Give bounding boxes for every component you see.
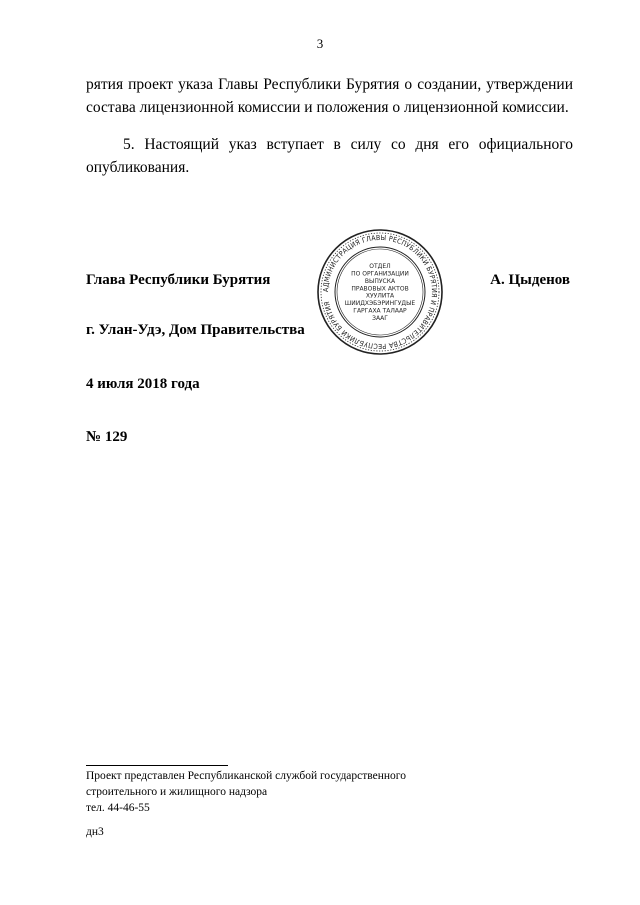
stamp-inner-line: ХУУЛИТА bbox=[365, 292, 395, 300]
footnote-phone: тел. 44-46-55 bbox=[86, 802, 150, 814]
stamp-inner-line: ШИИДХЭБЭРИНГУДЫЕ bbox=[344, 300, 416, 308]
stamp-inner-line: ПО ОРГАНИЗАЦИИ bbox=[351, 270, 409, 278]
signatory-name: А. Цыденов bbox=[490, 272, 570, 288]
body-paragraph-effective-date: 5. Настоящий указ вступает в силу со дня его официального опубликования. bbox=[86, 136, 573, 176]
stamp-inner-line: ПРАВОВЫХ АКТОВ bbox=[351, 285, 409, 293]
footnote-divider bbox=[86, 765, 228, 766]
document-code: дн3 bbox=[86, 826, 104, 838]
stamp-inner-line: ГАРГАХА ТАЛААР bbox=[353, 307, 407, 315]
signatory-title: Глава Республики Бурятия bbox=[86, 272, 271, 288]
decree-number: № 129 bbox=[86, 429, 128, 445]
body-paragraph-continuation: рятия проект указа Главы Республики Бурятия о создании, утверждении состава лицензионной комиссии и положения о лицензионной комиссии. bbox=[86, 76, 573, 116]
footnote-line: строительного и жилищного надзора bbox=[86, 786, 268, 798]
page-number: 3 bbox=[316, 36, 324, 51]
official-seal-stamp bbox=[316, 228, 444, 356]
signing-date: 4 июля 2018 года bbox=[86, 376, 200, 392]
stamp-inner-line: ЗААГ bbox=[372, 314, 388, 322]
stamp-inner-line: ВЫПУСКА bbox=[364, 277, 396, 285]
stamp-ring-text: АДМИНИСТРАЦИЯ ГЛАВЫ РЕСПУБЛИКИ БУРЯТИЯ И ПРАВИТЕЛЬСТВА РЕСПУБЛИКИ БУРЯТИЯ bbox=[321, 233, 439, 351]
signing-place: г. Улан-Удэ, Дом Правительства bbox=[86, 322, 305, 338]
stamp-inner-line: ОТДЕЛ bbox=[369, 263, 391, 271]
footnote-line: Проект представлен Республиканской службой государственного bbox=[86, 770, 406, 782]
